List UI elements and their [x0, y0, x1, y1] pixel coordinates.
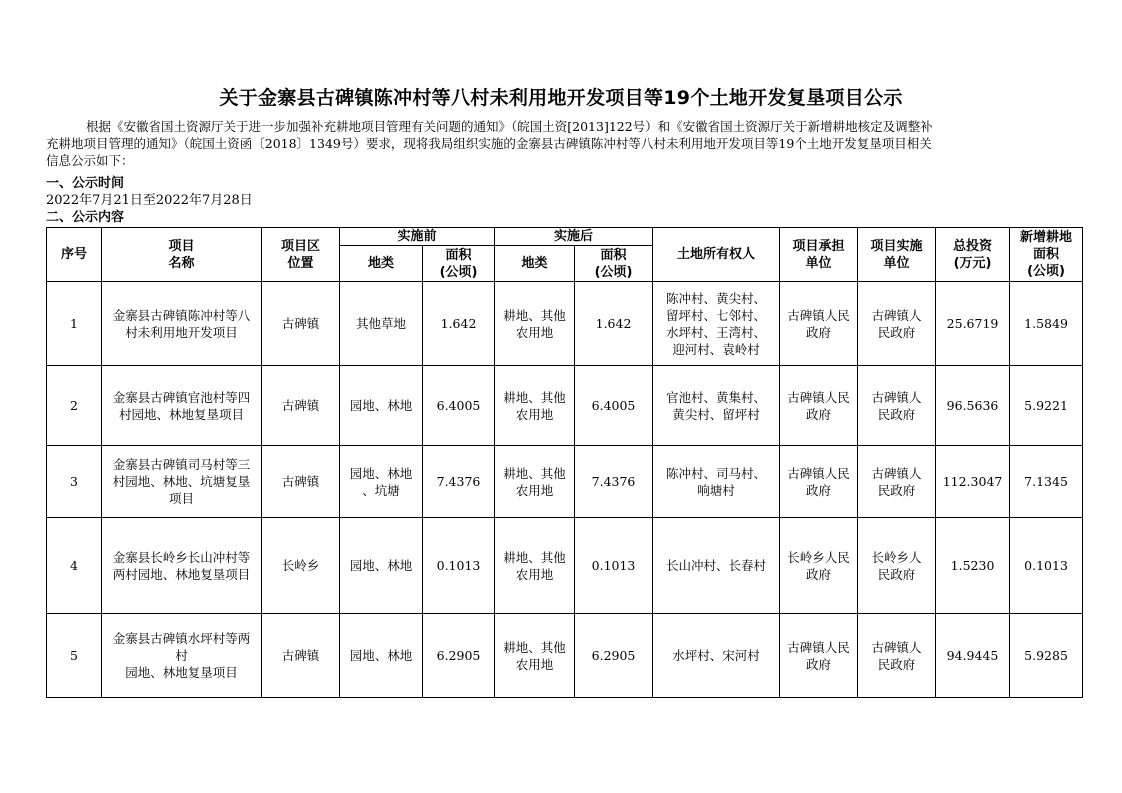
- cell-after-type: 耕地、其他 农用地: [495, 446, 575, 518]
- header-implementer: 项目实施 单位: [858, 228, 936, 282]
- project-table: [46, 227, 1083, 698]
- intro-line-1: 根据《安徽省国土资源厅关于进一步加强补充耕地项目管理有关问题的通知》（皖国土资[2013]122号）和《安徽省国土资源厅关于新增耕地核定及调整补: [86, 119, 933, 134]
- cell-investment: 94.9445: [936, 614, 1010, 698]
- cell-implementer: 古碑镇人 民政府: [858, 614, 936, 698]
- cell-investment: 25.6719: [936, 282, 1010, 366]
- cell-project-name: 金寨县古碑镇司马村等三 村园地、林地、坑塘复垦 项目: [102, 446, 262, 518]
- header-undertaker: 项目承担 单位: [780, 228, 858, 282]
- cell-owner: 水坪村、宋河村: [653, 614, 780, 698]
- cell-location: 长岭乡: [262, 518, 340, 614]
- cell-location: 古碑镇: [262, 614, 340, 698]
- cell-project-name: 金寨县古碑镇陈冲村等八 村未利用地开发项目: [102, 282, 262, 366]
- cell-new-area: 5.9285: [1010, 614, 1083, 698]
- header-project-name: 项目 名称: [102, 228, 262, 282]
- cell-owner: 陈冲村、黄尖村、 留坪村、七邻村、 水坪村、王湾村、 迎河村、袁岭村: [653, 282, 780, 366]
- cell-seq: 4: [47, 518, 102, 614]
- cell-before-type: 其他草地: [340, 282, 423, 366]
- table-row: [47, 614, 1083, 698]
- cell-project-name: 金寨县长岭乡长山冲村等 两村园地、林地复垦项目: [102, 518, 262, 614]
- cell-new-area: 7.1345: [1010, 446, 1083, 518]
- intro-line-2: 充耕地项目管理的通知》（皖国土资函〔2018〕1349号）要求，现将我局组织实施的金寨县古碑镇陈冲村等八村未利用地开发项目等19个土地开发复垦项目相关: [46, 136, 932, 151]
- cell-location: 古碑镇: [262, 282, 340, 366]
- header-after-area: 面积 (公顷): [575, 246, 653, 282]
- header-after: 实施后: [495, 228, 653, 246]
- cell-new-area: 5.9221: [1010, 366, 1083, 446]
- table-row: [47, 518, 1083, 614]
- cell-after-type: 耕地、其他 农用地: [495, 366, 575, 446]
- cell-before-area: 6.4005: [423, 366, 495, 446]
- cell-undertaker: 古碑镇人民 政府: [780, 366, 858, 446]
- cell-before-area: 1.642: [423, 282, 495, 366]
- cell-undertaker: 古碑镇人民 政府: [780, 446, 858, 518]
- cell-new-area: 0.1013: [1010, 518, 1083, 614]
- cell-before-area: 7.4376: [423, 446, 495, 518]
- page-title: 关于金寨县古碑镇陈冲村等八村未利用地开发项目等19个土地开发复垦项目公示: [219, 87, 903, 109]
- cell-new-area: 1.5849: [1010, 282, 1083, 366]
- table-row: [47, 446, 1083, 518]
- cell-before-type: 园地、林地: [340, 614, 423, 698]
- cell-location: 古碑镇: [262, 366, 340, 446]
- cell-owner: 官池村、黄集村、 黄尖村、留坪村: [653, 366, 780, 446]
- cell-after-area: 0.1013: [575, 518, 653, 614]
- header-before-area: 面积 (公顷): [423, 246, 495, 282]
- section-heading-time: 一、公示时间: [46, 176, 125, 191]
- announcement-period: 2022年7月21日至2022年7月28日: [46, 193, 253, 208]
- header-owner: 土地所有权人: [653, 228, 780, 282]
- table-row: [47, 282, 1083, 366]
- intro-paragraph: [46, 118, 1082, 169]
- cell-before-area: 0.1013: [423, 518, 495, 614]
- header-investment: 总投资 (万元): [936, 228, 1010, 282]
- cell-after-area: 1.642: [575, 282, 653, 366]
- cell-after-area: 6.4005: [575, 366, 653, 446]
- cell-investment: 96.5636: [936, 366, 1010, 446]
- table-row: [47, 366, 1083, 446]
- cell-project-name: 金寨县古碑镇水坪村等两 村 园地、林地复垦项目: [102, 614, 262, 698]
- cell-investment: 1.5230: [936, 518, 1010, 614]
- cell-project-name: 金寨县古碑镇官池村等四 村园地、林地复垦项目: [102, 366, 262, 446]
- cell-after-type: 耕地、其他 农用地: [495, 614, 575, 698]
- header-before-type: 地类: [340, 246, 423, 282]
- cell-implementer: 古碑镇人 民政府: [858, 282, 936, 366]
- cell-implementer: 古碑镇人 民政府: [858, 446, 936, 518]
- cell-undertaker: 古碑镇人民 政府: [780, 282, 858, 366]
- cell-seq: 2: [47, 366, 102, 446]
- header-before: 实施前: [340, 228, 495, 246]
- header-new-area: 新增耕地 面积 (公顷): [1010, 228, 1083, 282]
- cell-seq: 1: [47, 282, 102, 366]
- cell-owner: 陈冲村、司马村、 响塘村: [653, 446, 780, 518]
- cell-location: 古碑镇: [262, 446, 340, 518]
- cell-implementer: 古碑镇人 民政府: [858, 366, 936, 446]
- header-after-type: 地类: [495, 246, 575, 282]
- header-seq: 序号: [47, 228, 102, 282]
- section-heading-content: 二、公示内容: [46, 210, 125, 225]
- cell-owner: 长山冲村、长春村: [653, 518, 780, 614]
- cell-seq: 5: [47, 614, 102, 698]
- cell-after-type: 耕地、其他 农用地: [495, 518, 575, 614]
- cell-after-area: 7.4376: [575, 446, 653, 518]
- cell-after-area: 6.2905: [575, 614, 653, 698]
- header-location: 项目区 位置: [262, 228, 340, 282]
- cell-before-area: 6.2905: [423, 614, 495, 698]
- cell-before-type: 园地、林地: [340, 518, 423, 614]
- cell-investment: 112.3047: [936, 446, 1010, 518]
- cell-before-type: 园地、林地 、坑塘: [340, 446, 423, 518]
- intro-line-3: 信息公示如下：: [46, 153, 134, 168]
- cell-undertaker: 古碑镇人民 政府: [780, 614, 858, 698]
- cell-undertaker: 长岭乡人民 政府: [780, 518, 858, 614]
- cell-before-type: 园地、林地: [340, 366, 423, 446]
- cell-implementer: 长岭乡人 民政府: [858, 518, 936, 614]
- cell-seq: 3: [47, 446, 102, 518]
- cell-after-type: 耕地、其他 农用地: [495, 282, 575, 366]
